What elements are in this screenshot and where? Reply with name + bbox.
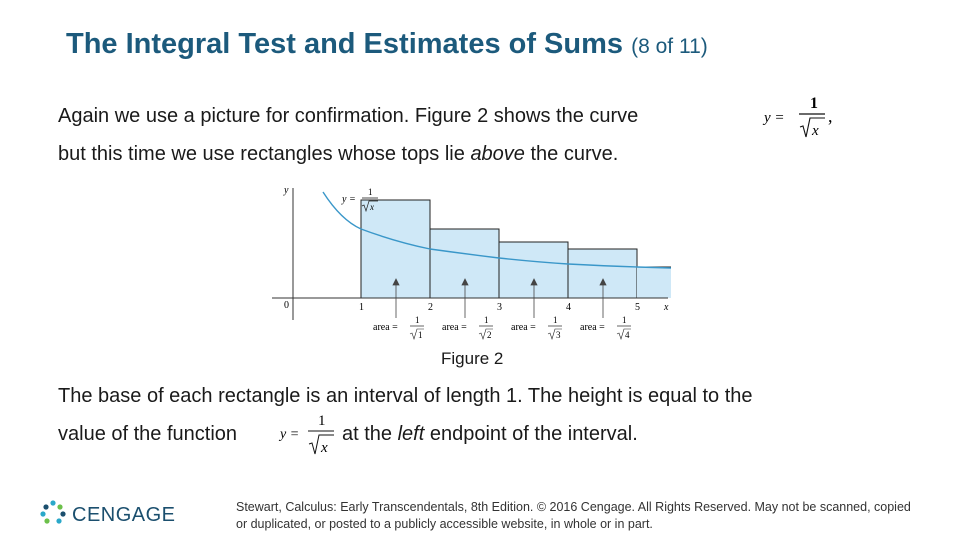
- x-tick-3: 3: [497, 302, 502, 313]
- formula-2-graphic: [278, 410, 340, 458]
- para1-line2-emphasis: above: [470, 143, 525, 165]
- area-label-2: [442, 315, 493, 340]
- area-word-4: area =: [580, 322, 605, 333]
- formula-inline-2: [278, 410, 340, 458]
- figure-caption: Figure 2: [441, 349, 504, 368]
- area-2-num: 1: [484, 315, 489, 325]
- cengage-logo-text: CENGAGE: [72, 504, 176, 526]
- area-word-1: area =: [373, 322, 398, 333]
- curve-label-num: 1: [368, 187, 373, 197]
- rectangle-3: [499, 242, 568, 298]
- slide-title: [66, 28, 708, 61]
- area-1-num: 1: [415, 315, 420, 325]
- formula-2-lhs: y =: [280, 427, 300, 442]
- formula-1-lhs: y =: [764, 110, 785, 126]
- paragraph-1-line-2: [58, 142, 618, 166]
- area-2-den: 2: [487, 330, 492, 340]
- x-axis-label: x: [664, 302, 669, 313]
- x-tick-2: 2: [428, 302, 433, 313]
- para2-line2-text-b: at the: [342, 423, 398, 445]
- area-1-den: 1: [418, 330, 423, 340]
- x-tick-5: 5: [635, 302, 640, 313]
- x-tick-1: 1: [359, 302, 364, 313]
- formula-1-graphic: [762, 92, 838, 142]
- cengage-logo-icon: [38, 498, 68, 533]
- para2-line2-emphasis: left: [397, 423, 425, 445]
- formula-inline-1: [762, 92, 838, 142]
- paragraph-1-line-1: Again we use a picture for confirmation. Figure 2 shows the curve: [58, 105, 639, 127]
- y-axis-label: y: [284, 185, 289, 196]
- rectangle-5-partial: [637, 267, 671, 298]
- paragraph-2-line-2-end: [342, 422, 638, 446]
- formula-2-den: x: [321, 440, 328, 456]
- area-label-4: [580, 315, 631, 340]
- area-word-2: area =: [442, 322, 467, 333]
- rectangles: [361, 200, 671, 298]
- formula-1-num: 1: [810, 95, 818, 112]
- figure-2-graph: [266, 180, 686, 350]
- title-suffix: (8 of 11): [631, 35, 708, 58]
- para1-line2-text-a: but this time we use rectangles whose tops lie: [58, 143, 471, 165]
- area-label-1: [373, 315, 424, 340]
- formula-1-den: x: [812, 123, 819, 139]
- curve-label-lhs: y =: [342, 194, 356, 205]
- area-3-num: 1: [553, 315, 558, 325]
- formula-1-trailing-comma: ,: [828, 106, 833, 126]
- paragraph-2-line-2-start: value of the function: [58, 423, 238, 445]
- x-tick-4: 4: [566, 302, 571, 313]
- origin-label: 0: [284, 300, 289, 311]
- area-4-den: 4: [625, 330, 630, 340]
- area-label-3: [511, 315, 562, 340]
- para2-line2-text-c: endpoint of the interval.: [424, 423, 638, 445]
- para1-line2-text-b: the curve.: [524, 143, 619, 165]
- paragraph-2-line-1: The base of each rectangle is an interval of length 1. The height is equal to the: [58, 385, 753, 407]
- curve-label-den: x: [370, 202, 374, 212]
- copyright-footer: Stewart, Calculus: Early Transcendentals, 8th Edition. © 2016 Cengage. All Rights Reserved. May not be scanned, copied or duplicated, or posted to a publicly accessible website, in whole or in part.: [236, 500, 911, 531]
- formula-2-num: 1: [318, 413, 326, 429]
- rectangle-4: [568, 249, 637, 298]
- rectangle-2: [430, 229, 499, 298]
- area-word-3: area =: [511, 322, 536, 333]
- area-4-num: 1: [622, 315, 627, 325]
- title-main: The Integral Test and Estimates of Sums: [66, 28, 624, 60]
- area-3-den: 3: [556, 330, 561, 340]
